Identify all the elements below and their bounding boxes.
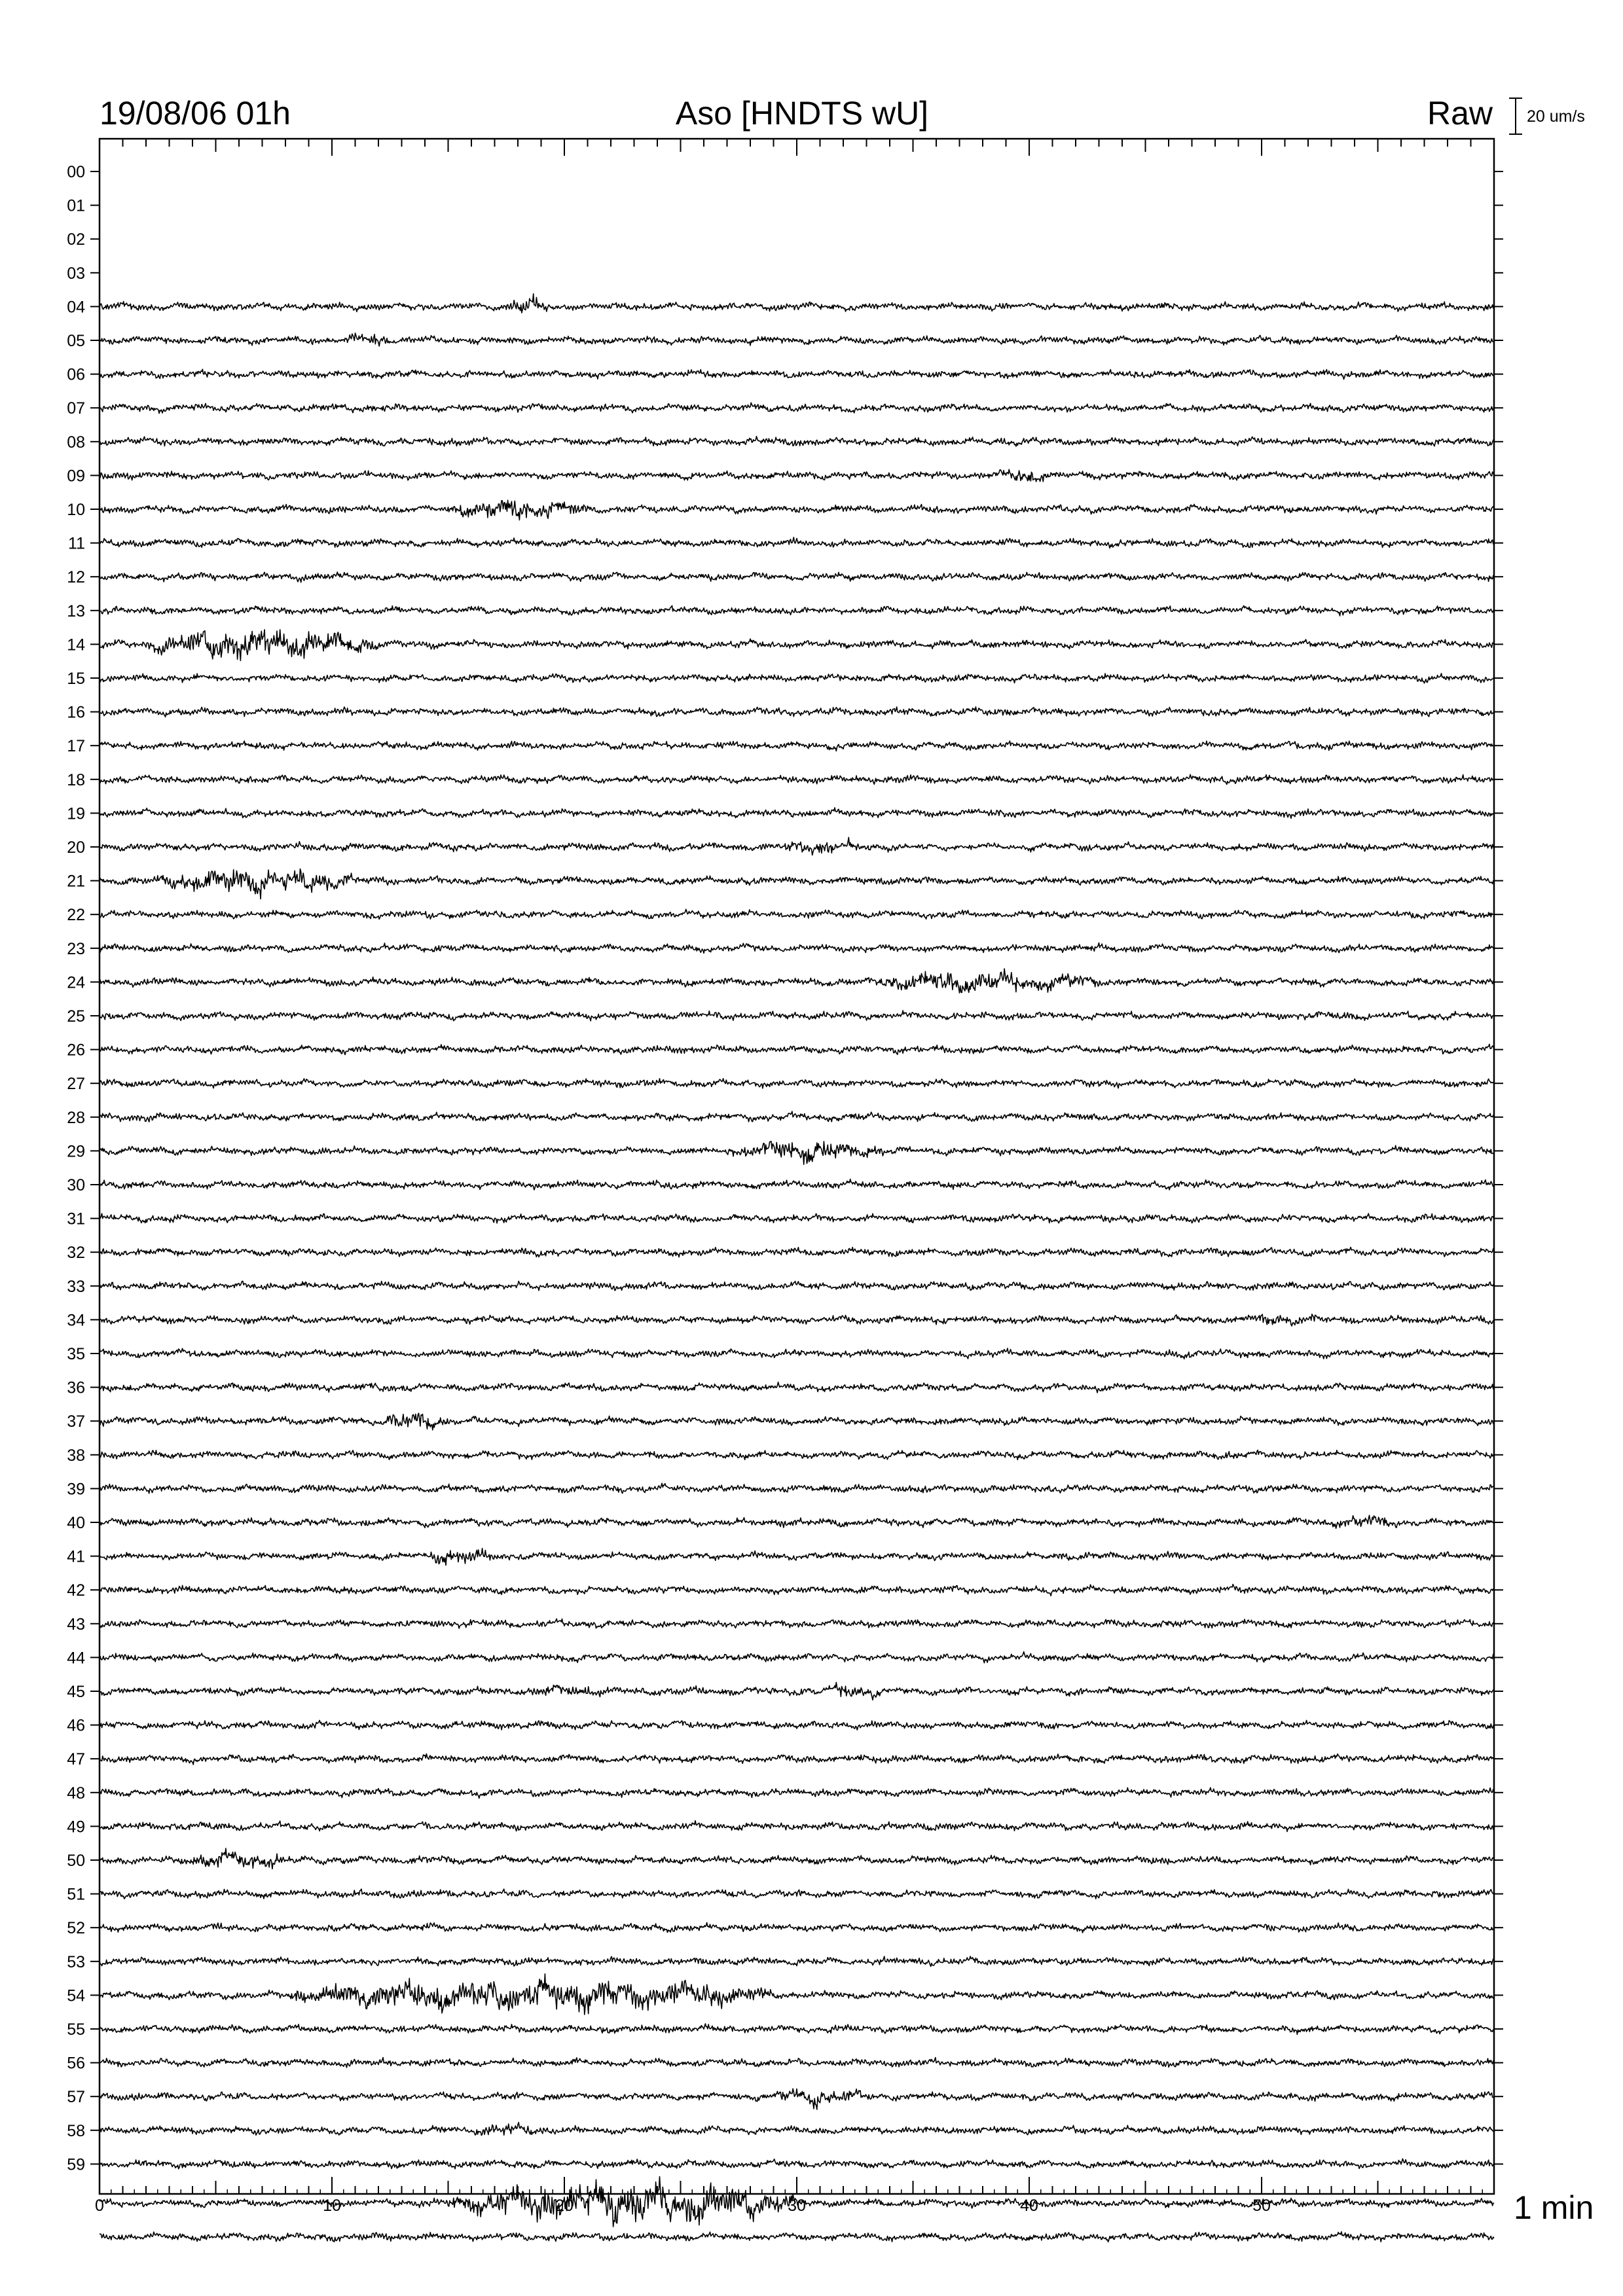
row-label: 27 (67, 1075, 85, 1094)
row-label: 34 (67, 1311, 85, 1330)
x-tick-label: 50 (1252, 2197, 1271, 2215)
row-label: 44 (67, 1649, 85, 1668)
trace-row-18 (100, 774, 1494, 784)
row-labels (67, 163, 85, 2174)
row-label: 39 (67, 1480, 85, 1499)
row-label: 51 (67, 1885, 85, 1904)
row-label: 24 (67, 973, 85, 992)
trace-row-12 (100, 572, 1494, 583)
row-label: 08 (67, 433, 85, 452)
row-label: 56 (67, 2054, 85, 2073)
row-label: 58 (67, 2121, 85, 2140)
trace-row-21 (100, 869, 1494, 899)
trace-row-11 (100, 537, 1494, 548)
row-label: 12 (67, 568, 85, 587)
trace-row-59 (100, 2159, 1494, 2169)
trace-row-05 (100, 333, 1494, 346)
row-label: 52 (67, 1919, 85, 1938)
trace-row-53 (100, 1956, 1494, 1967)
x-tick-label: 0 (95, 2197, 104, 2215)
plot-frame (100, 139, 1494, 2194)
x-axis (95, 2177, 1494, 2215)
trace-row-32 (100, 1247, 1494, 1257)
row-label: 22 (67, 906, 85, 925)
row-label: 57 (67, 2088, 85, 2107)
row-label: 55 (67, 2020, 85, 2039)
trace-row-06 (100, 369, 1494, 379)
trace-row-08 (100, 437, 1494, 446)
row-label: 43 (67, 1615, 85, 1634)
row-label: 48 (67, 1784, 85, 1803)
row-label: 03 (67, 264, 85, 283)
trace-row-19 (100, 808, 1494, 818)
trace-row-29 (100, 1141, 1494, 1165)
x-unit-label: 1 min (1514, 2189, 1594, 2226)
trace-row-26 (100, 1044, 1494, 1054)
trace-row-43 (100, 1619, 1494, 1628)
waveform-traces (100, 294, 1494, 2242)
trace-row-23 (100, 943, 1494, 954)
trace-row-57 (100, 2089, 1494, 2109)
row-label: 15 (67, 670, 85, 688)
trace-row-22 (100, 909, 1494, 919)
row-label: 02 (67, 230, 85, 249)
trace-row-49 (100, 1821, 1494, 1832)
trace-row-27 (100, 1079, 1494, 1088)
row-label: 14 (67, 636, 85, 655)
row-label: 18 (67, 770, 85, 789)
x-tick-label: 30 (788, 2197, 806, 2215)
x-tick-label: 20 (555, 2197, 574, 2215)
row-label: 29 (67, 1142, 85, 1161)
trace-row-35 (100, 1348, 1494, 1359)
row-label: 16 (67, 703, 85, 722)
row-label: 04 (67, 298, 85, 317)
scale-label: 20 um/s (1527, 107, 1585, 126)
trace-row-07 (100, 403, 1494, 413)
row-label: 11 (68, 534, 85, 553)
row-label: 32 (67, 1244, 85, 1263)
x-tick-label: 40 (1020, 2197, 1038, 2215)
trace-row-25 (100, 1011, 1494, 1021)
row-label: 59 (67, 2155, 85, 2174)
trace-row-41 (100, 1549, 1494, 1566)
trace-row-09 (100, 469, 1494, 482)
row-label: 35 (67, 1345, 85, 1363)
row-label: 37 (67, 1412, 85, 1431)
row-label: 45 (67, 1683, 85, 1701)
trace-row-13 (100, 605, 1494, 616)
trace-row-38 (100, 1450, 1494, 1460)
row-label: 42 (67, 1581, 85, 1600)
trace-row-39 (100, 1483, 1494, 1493)
trace-row-31 (100, 1213, 1494, 1223)
trace-row-40 (100, 1515, 1494, 1528)
trace-row-50 (100, 1848, 1494, 1869)
minute-ticks-top (100, 139, 1494, 156)
row-label: 50 (67, 1852, 85, 1870)
trace-row-36 (100, 1382, 1494, 1393)
trace-row-17 (100, 741, 1494, 751)
trace-row-55 (100, 2024, 1494, 2034)
trace-row-10 (100, 500, 1494, 520)
row-ticks (90, 171, 1503, 2164)
row-label: 36 (67, 1378, 85, 1397)
trace-row-16 (100, 707, 1494, 717)
row-label: 31 (67, 1210, 85, 1229)
trace-row-34 (100, 1314, 1494, 1326)
trace-row-15 (100, 673, 1494, 683)
row-label: 53 (67, 1952, 85, 1971)
trace-row-58 (100, 2123, 1494, 2136)
row-label: 17 (67, 737, 85, 756)
chart-title: Aso [HNDTS wU] (675, 95, 929, 132)
row-label: 19 (67, 804, 85, 823)
trace-row-52 (100, 1923, 1494, 1933)
datetime-label: 19/08/06 01h (100, 95, 291, 132)
row-label: 07 (67, 399, 85, 418)
row-label: 28 (67, 1108, 85, 1127)
row-label: 25 (67, 1007, 85, 1026)
x-tick-label: 10 (323, 2197, 341, 2215)
trace-row-44 (100, 1652, 1494, 1663)
trace-row-30 (100, 1179, 1494, 1190)
row-label: 54 (67, 1986, 85, 2005)
row-label: 00 (67, 163, 85, 181)
trace-row-14 (100, 630, 1494, 660)
row-label: 10 (67, 501, 85, 519)
trace-row-46 (100, 1720, 1494, 1730)
row-label: 06 (67, 365, 85, 384)
trace-row-48 (100, 1787, 1494, 1798)
mode-label: Raw (1427, 95, 1493, 132)
row-label: 33 (67, 1277, 85, 1296)
row-label: 13 (67, 601, 85, 620)
row-label: 23 (67, 939, 85, 958)
trace-row-54 (100, 1974, 1494, 2015)
trace-row-42 (100, 1585, 1494, 1596)
row-label: 26 (67, 1041, 85, 1060)
row-label: 05 (67, 332, 85, 350)
amplitude-scale-bar (1509, 98, 1522, 134)
row-label: 40 (67, 1514, 85, 1532)
row-label: 01 (67, 196, 85, 215)
row-label: 47 (67, 1750, 85, 1769)
trace-row-37 (100, 1413, 1494, 1430)
row-label: 38 (67, 1446, 85, 1465)
trace-row-51 (100, 1889, 1494, 1899)
row-label: 09 (67, 467, 85, 486)
trace-row-45 (100, 1682, 1494, 1700)
trace-row-20 (100, 837, 1494, 855)
row-label: 49 (67, 1818, 85, 1837)
trace-row-24 (100, 969, 1494, 993)
row-label: 46 (67, 1716, 85, 1735)
trace-row-28 (100, 1111, 1494, 1122)
trace-row-56 (100, 2058, 1494, 2068)
row-label: 30 (67, 1176, 85, 1194)
trace-row-33 (100, 1282, 1494, 1291)
row-label: 41 (67, 1547, 85, 1566)
trace-row-next2 (100, 2232, 1494, 2242)
row-label: 20 (67, 838, 85, 857)
trace-row-47 (100, 1754, 1494, 1765)
row-label: 21 (67, 872, 85, 891)
trace-row-04 (100, 294, 1494, 313)
